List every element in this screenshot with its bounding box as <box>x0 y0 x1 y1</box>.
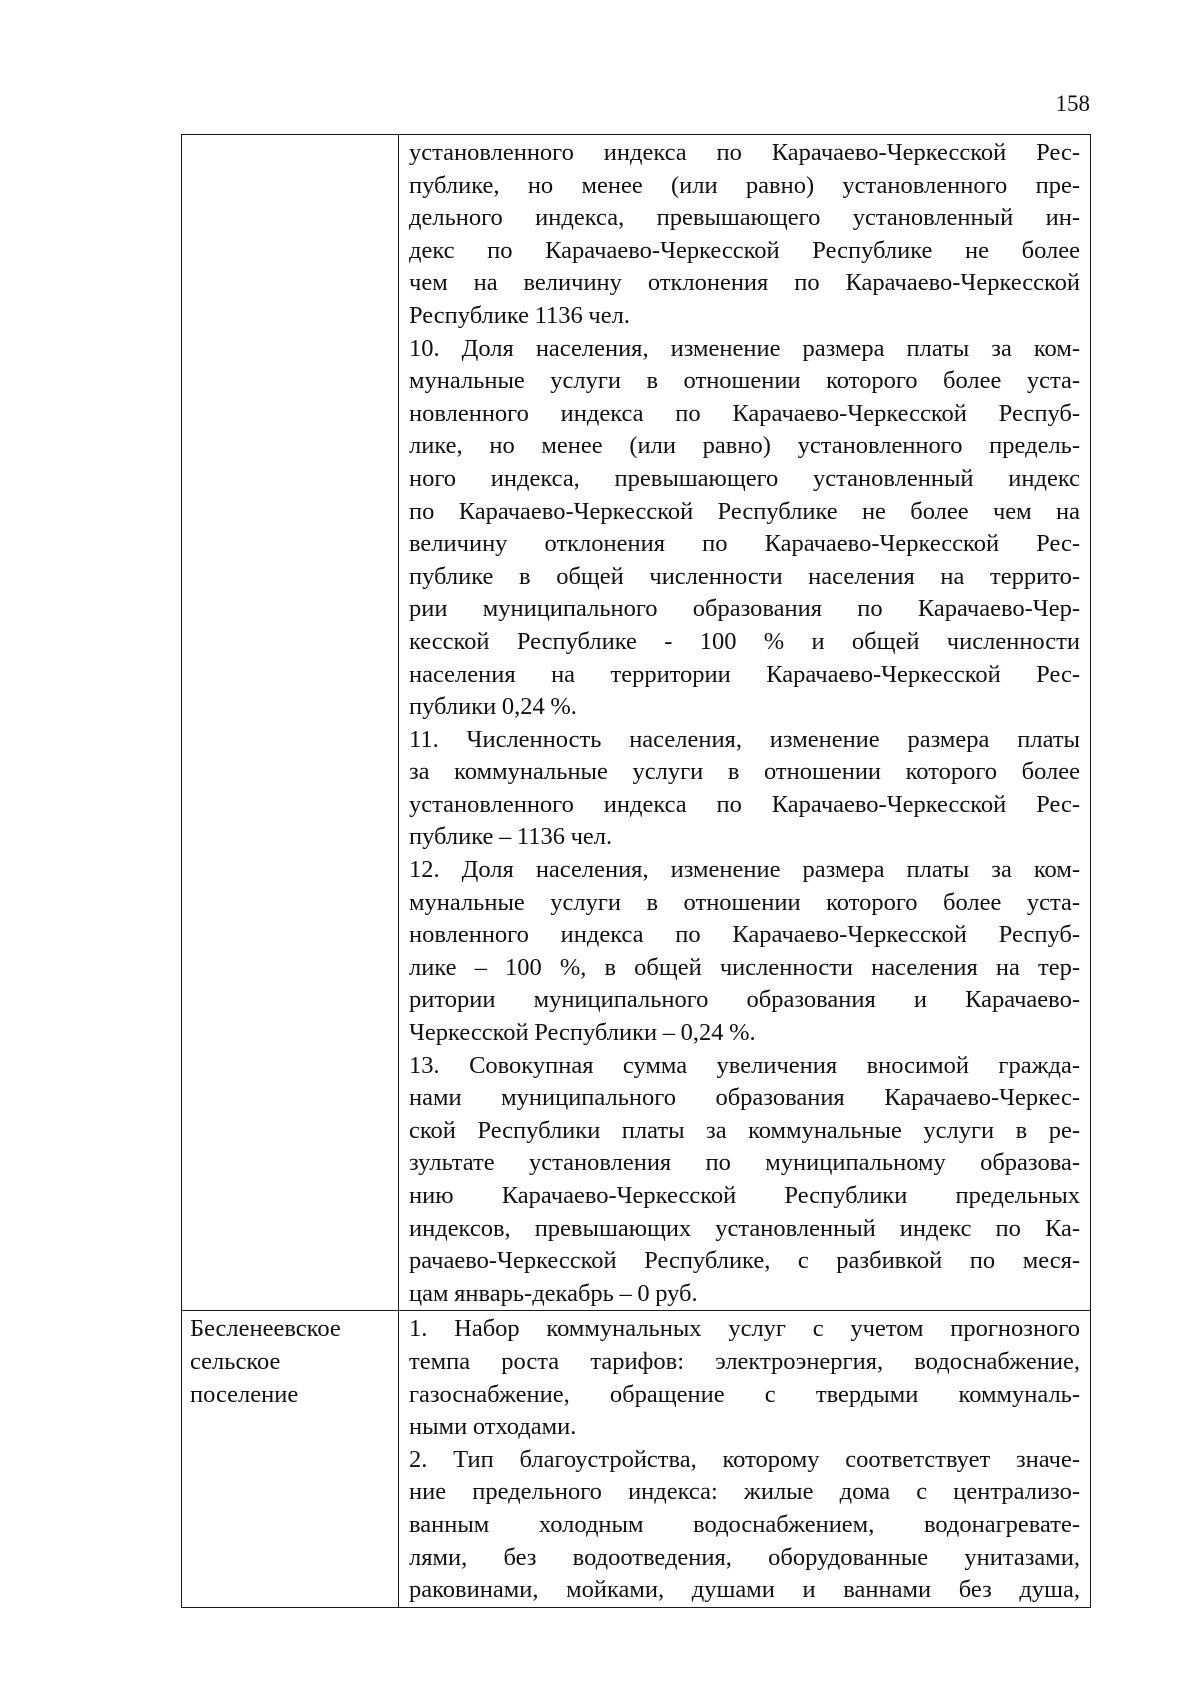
text-line: за коммунальные услуги в отношении которого более <box>409 758 1080 786</box>
municipality-cell <box>182 1311 399 1607</box>
text-line: лике – 100 %, в общей численности населения на тер- <box>409 953 1080 981</box>
municipality-name <box>182 1311 398 1411</box>
text-line: нами муниципального образования Карачаево-Черкес- <box>409 1084 1080 1112</box>
text-line: ными отходами. <box>409 1413 577 1441</box>
text-line: установленного индекса по Карачаево-Черкесской Рес- <box>409 790 1080 818</box>
text-line: публики 0,24 %. <box>409 693 577 721</box>
text-line: темпа роста тарифов: электроэнергия, водоснабжение, <box>409 1347 1080 1375</box>
text-line: публике, но менее (или равно) установленного пре- <box>409 171 1080 199</box>
text-line: 12. Доля населения, изменение размера платы за ком- <box>409 856 1080 884</box>
text-line: раковинами, мойками, душами и ваннами без душа, <box>409 1576 1080 1604</box>
text-line: рии муниципального образования по Карачаево-Чер- <box>409 595 1080 623</box>
text-line: зультате установления по муниципальному образова- <box>409 1149 1080 1177</box>
text-line: ние предельного индекса: жилые дома с централизо- <box>409 1478 1080 1506</box>
municipality-name-line: Бесленеевское <box>190 1315 341 1343</box>
text-line: Черкесской Республики – 0,24 %. <box>409 1019 756 1047</box>
text-line: чем на величину отклонения по Карачаево-Черкесской <box>409 269 1080 297</box>
text-line: рачаево-Черкесской Республике, с разбивкой по меся- <box>409 1247 1080 1275</box>
text-line: декс по Карачаево-Черкесской Республике не более <box>409 236 1080 264</box>
indicators-cell <box>399 1311 1091 1607</box>
text-line: нию Карачаево-Черкесской Республики предельных <box>409 1182 1080 1209</box>
indicators-cell <box>399 135 1091 1311</box>
municipality-name-line: поселение <box>190 1380 299 1408</box>
text-line: лями, без водоотведения, оборудованные унитазами, <box>409 1543 1080 1571</box>
text-line: дельного индекса, превышающего установленный ин- <box>409 204 1080 232</box>
text-line: 2. Тип благоустройства, которому соответствует значе- <box>409 1445 1080 1473</box>
text-line: ного индекса, превышающего установленный индекс <box>409 464 1080 492</box>
municipality-name <box>182 135 398 137</box>
indicators-table <box>181 134 1091 1608</box>
text-line: населения на территории Карачаево-Черкесской Рес- <box>409 660 1080 688</box>
table-row <box>182 135 1091 1311</box>
municipality-name-line: сельское <box>190 1347 281 1375</box>
text-line: мунальные услуги в отношении которого более уста- <box>409 367 1080 395</box>
text-line: 11. Численность населения, изменение размера платы <box>409 725 1080 753</box>
text-line: новленного индекса по Карачаево-Черкесской Респуб- <box>409 921 1080 949</box>
text-line: цам январь-декабрь – 0 руб. <box>409 1279 698 1307</box>
table-row <box>182 1311 1091 1607</box>
text-line: 10. Доля населения, изменение размера платы за ком- <box>409 334 1080 362</box>
text-line: 1. Набор коммунальных услуг с учетом прогнозного <box>409 1315 1080 1343</box>
text-line: публике – 1136 чел. <box>409 823 613 851</box>
indicators-text <box>399 135 1090 1310</box>
page-number: 158 <box>1055 91 1090 116</box>
text-line: установленного индекса по Карачаево-Черкесской Рес- <box>409 139 1080 166</box>
text-line: газоснабжение, обращение с твердыми коммуналь- <box>409 1380 1080 1408</box>
text-line: новленного индекса по Карачаево-Черкесской Респуб- <box>409 399 1080 427</box>
text-line: по Карачаево-Черкесской Республике не более чем на <box>409 497 1080 525</box>
text-line: индексов, превышающих установленный индекс по Ка- <box>409 1214 1080 1242</box>
text-line: величину отклонения по Карачаево-Черкесской Рес- <box>409 530 1080 558</box>
text-line: ванным холодным водоснабжением, водонагревате- <box>409 1510 1080 1538</box>
text-line: лике, но менее (или равно) установленного предель- <box>409 432 1080 460</box>
text-line: мунальные услуги в отношении которого более уста- <box>409 888 1080 916</box>
text-line: публике в общей численности населения на террито- <box>409 562 1080 590</box>
municipality-cell <box>182 135 399 1311</box>
text-line: 13. Совокупная сумма увеличения вносимой гражда- <box>409 1051 1080 1079</box>
text-line: кесской Республике - 100 % и общей численности <box>409 627 1080 655</box>
text-line: ской Республики платы за коммунальные услуги в ре- <box>409 1116 1080 1144</box>
indicators-text <box>399 1311 1090 1606</box>
text-line: Республике 1136 чел. <box>409 301 630 329</box>
text-line: ритории муниципального образования и Карачаево- <box>409 986 1080 1014</box>
